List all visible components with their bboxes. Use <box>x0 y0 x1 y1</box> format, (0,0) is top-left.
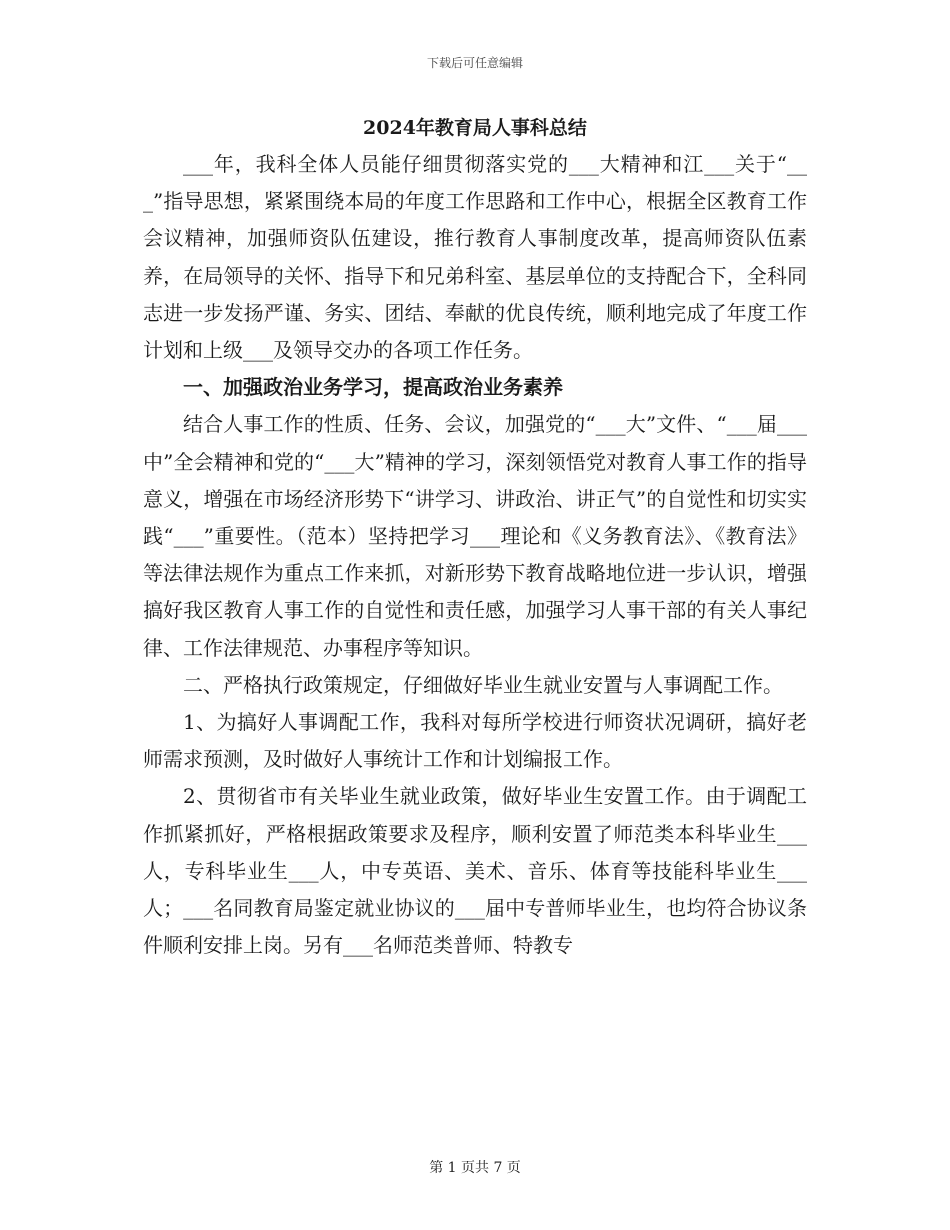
section-1-heading: 一、加强政治业务学习，提高政治业务素养 <box>183 375 563 400</box>
item-2-paragraph: 2、贯彻省市有关毕业生就业政策，做好毕业生安置工作。由于调配工作抓紧抓好，严格根据政策要求及程序，顺利安置了师范类本科毕业生___人，专科毕业生___人，中专英语、美术、音乐、体育等技能科毕业生___人；___名同教育局鉴定就业协议的___届中专普师毕业生，也均符合协议条件顺利安排上岗。另有___名师范类普师、特教专 <box>143 784 807 958</box>
intro-paragraph: ___年，我科全体人员能仔细贯彻落实党的___大精神和江___关于“___”指导思想，紧紧围绕本局的年度工作思路和工作中心，根据全区教育工作会议精神，加强师资队伍建设，推行教育人事制度改革，提高师资队伍素养，在局领导的关怀、指导下和兄弟科室、基层单位的支持配合下，全科同志进一步发扬严谨、务实、团结、奉献的优良传统，顺利地完成了年度工作计划和上级___及领导交办的各项工作任务。 <box>143 152 807 363</box>
section-1-paragraph: 结合人事工作的性质、任务、会议，加强党的“___大”文件、“___届___中”全会精神和党的“___大”精神的学习，深刻领悟党对教育人事工作的指导意义，增强在市场经济形势下“讲学习、讲政治、讲正气”的自觉性和切实实践“___”重要性。（范本）坚持把学习___理论和《义务教育法》、《教育法》等法律法规作为重点工作来抓，对新形势下教育战略地位进一步认识，增强搞好我区教育人事工作的自觉性和责任感，加强学习人事干部的有关人事纪律、工作法律规范、办事程序等知识。 <box>143 412 807 660</box>
item-1-paragraph: 1、为搞好人事调配工作，我科对每所学校进行师资状况调研，搞好老师需求预测，及时做好人事统计工作和计划编报工作。 <box>143 710 807 772</box>
page-number: 第 1 页共 7 页 <box>429 1160 521 1176</box>
header-note: 下载后可任意编辑 <box>426 56 523 70</box>
section-2-heading: 二、严格执行政策规定，仔细做好毕业生就业安置与人事调配工作。 <box>183 672 783 697</box>
document-title: 2024年教育局人事科总结 <box>363 117 587 139</box>
document-body <box>143 146 807 964</box>
